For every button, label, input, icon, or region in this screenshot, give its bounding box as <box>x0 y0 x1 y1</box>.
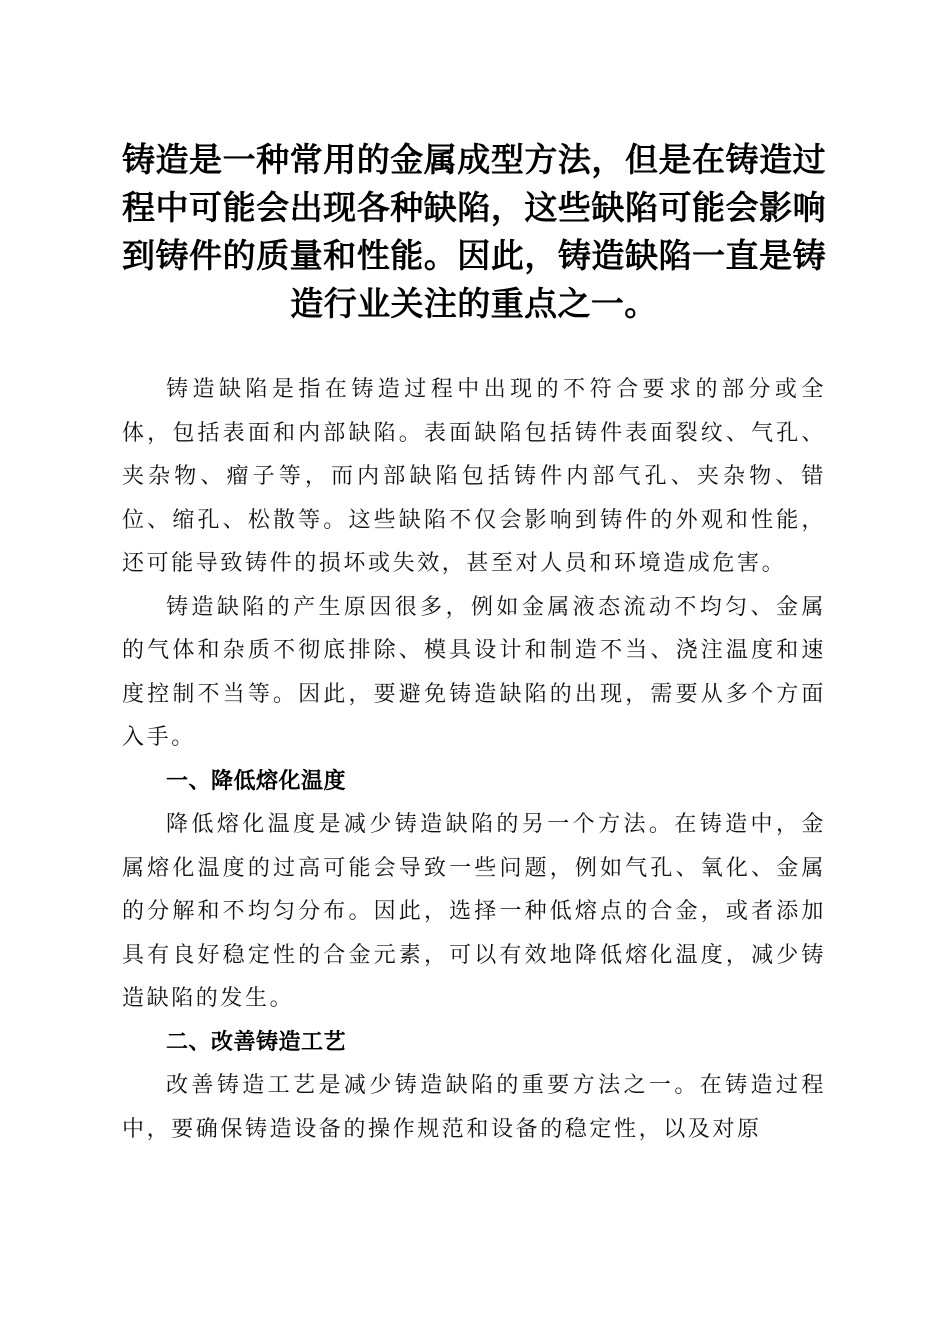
paragraph-improve-process: 改善铸造工艺是减少铸造缺陷的重要方法之一。在铸造过程中，要确保铸造设备的操作规范和设备的稳定性，以及对原 <box>122 1073 826 1142</box>
document-title: 铸造是一种常用的金属成型方法，但是在铸造过程中可能会出现各种缺陷，这些缺陷可能会影响到铸件的质量和性能。因此，铸造缺陷一直是铸造行业关注的重点之一。 <box>122 140 826 323</box>
paragraph-lower-temperature: 降低熔化温度是减少铸造缺陷的另一个方法。在铸造中，金属熔化温度的过高可能会导致一些问题，例如气孔、氧化、金属的分解和不均匀分布。因此，选择一种低熔点的合金，或者添加具有良好稳定性的合金元素，可以有效地降低熔化温度，减少铸造缺陷的发生。 <box>122 812 826 1011</box>
section-heading-improve-process: 二、改善铸造工艺 <box>166 1029 347 1055</box>
document-body <box>122 368 826 1151</box>
paragraph-causes: 铸造缺陷的产生原因很多，例如金属液态流动不均匀、金属的气体和杂质不彻底排除、模具设计和制造不当、浇注温度和速度控制不当等。因此，要避免铸造缺陷的出现，需要从多个方面入手。 <box>122 594 826 750</box>
paragraph-definition: 铸造缺陷是指在铸造过程中出现的不符合要求的部分或全体，包括表面和内部缺陷。表面缺陷包括铸件表面裂纹、气孔、夹杂物、瘤子等，而内部缺陷包括铸件内部气孔、夹杂物、错位、缩孔、松散等。这些缺陷不仅会影响到铸件的外观和性能，还可能导致铸件的损坏或失效，甚至对人员和环境造成危害。 <box>122 377 826 576</box>
section-heading-lower-temperature: 一、降低熔化温度 <box>166 768 347 794</box>
